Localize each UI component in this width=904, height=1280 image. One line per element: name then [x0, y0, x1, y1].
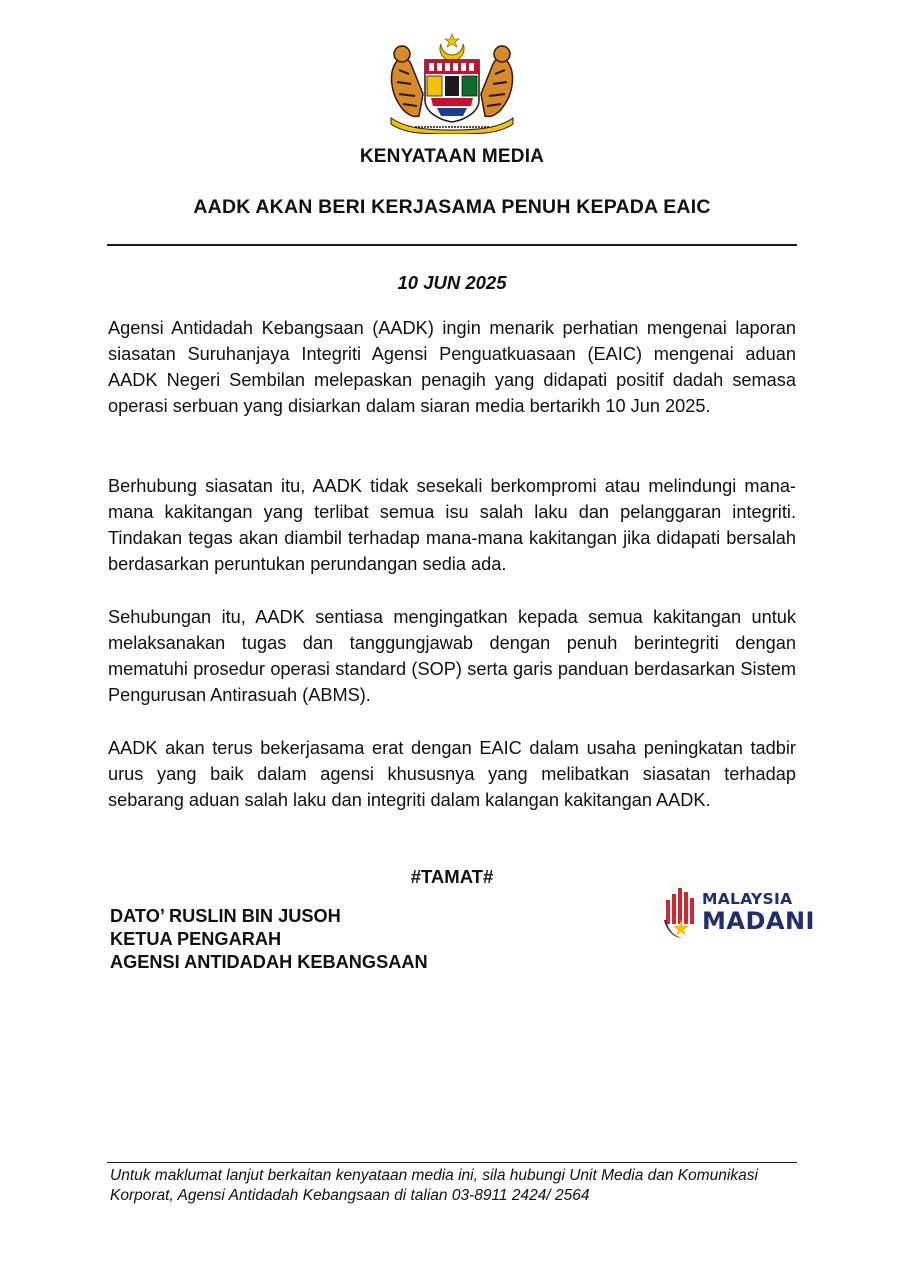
signatory-agency: AGENSI ANTIDADAH KEBANGSAAN	[110, 952, 428, 972]
footer-contact-note: Untuk maklumat lanjut berkaitan kenyataan media ini, sila hubungi Unit Media dan Komunikasi Korporat, Agensi Antidadah Kebangsaan di talian 03-8911 2424/ 2564	[110, 1167, 758, 1204]
signature-block	[110, 905, 428, 974]
signatory-position: KETUA PENGARAH	[110, 929, 282, 949]
body-paragraph-2: Berhubung siasatan itu, AADK tidak sesekali berkompromi atau melindungi mana-mana kakitangan yang terlibat semua isu salah laku dan pelanggaran integriti. Tindakan tegas akan diambil terhadap mana-mana kakitangan jika didapati bersalah berdasarkan peruntukan perundangan sedia ada.	[108, 476, 796, 574]
release-date: 10 JUN 2025	[397, 272, 507, 293]
document-type-heading: KENYATAAN MEDIA	[359, 146, 545, 167]
malaysia-madani-logo	[660, 886, 815, 944]
madani-line-2: MADANI	[702, 906, 815, 935]
end-marker: #TAMAT#	[410, 866, 494, 887]
press-release-title: AADK AKAN BERI KERJASAMA PENUH KEPADA EAIC	[193, 196, 711, 218]
footer-divider	[107, 1162, 797, 1163]
body-paragraph-4: AADK akan terus bekerjasama erat dengan EAIC dalam usaha peningkatan tadbir urus yang baik dalam agensi khususnya yang melibatkan siasatan terhadap sebarang aduan salah laku dan integriti dalam kalangan kakitangan AADK.	[108, 738, 796, 810]
madani-wordmark	[702, 892, 815, 933]
signatory-name: DATO’ RUSLIN BIN JUSOH	[110, 906, 341, 926]
malaysia-madani-logo-icon	[660, 886, 702, 944]
malaysia-coat-of-arms-icon	[385, 34, 519, 134]
body-paragraph-3: Sehubungan itu, AADK sentiasa mengingatkan kepada semua kakitangan untuk melaksanakan tugas dan tanggungjawab dengan penuh berintegriti dengan mematuhi prosedur operasi standard (SOP) serta garis panduan berdasarkan Sistem Pengurusan Antirasuah (ABMS).	[108, 607, 796, 705]
header-divider	[107, 244, 797, 246]
madani-line-1: MALAYSIA	[702, 890, 793, 908]
body-paragraph-1: Agensi Antidadah Kebangsaan (AADK) ingin menarik perhatian mengenai laporan siasatan Suruhanjaya Integriti Agensi Penguatkuasaan (EAIC) mengenai aduan AADK Negeri Sembilan melepaskan penagih yang didapati positif dadah semasa operasi serbuan yang disiarkan dalam siaran media bertarikh 10 Jun 2025.	[108, 318, 796, 416]
